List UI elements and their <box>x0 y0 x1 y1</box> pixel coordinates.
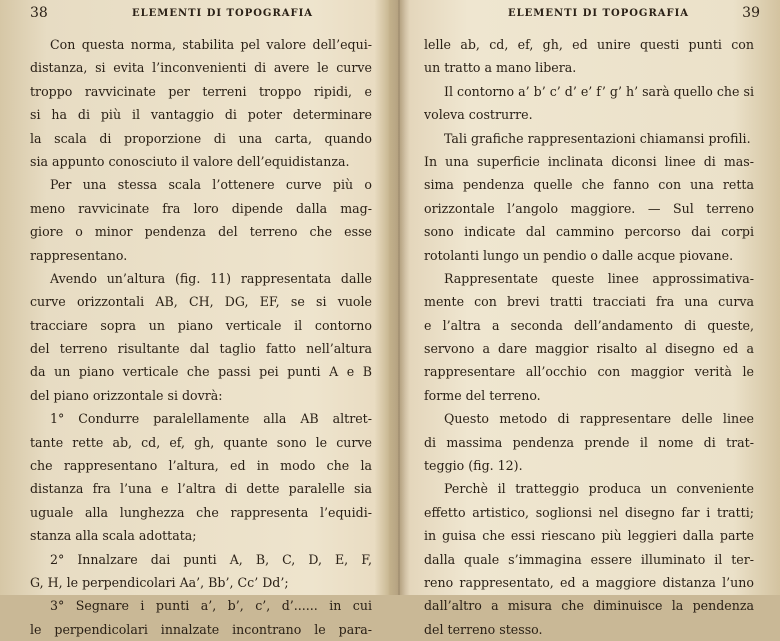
text-line: di massima pendenza prende il nome di trat- <box>424 434 754 450</box>
right-page-number: 39 <box>742 5 760 21</box>
left-running-head <box>30 5 375 28</box>
left-page <box>0 0 392 637</box>
text-line: distanza fra l’una e l’altra di dette paralelle sia <box>30 481 372 497</box>
text-line: Rappresentate queste linee approssimativa- <box>444 270 754 286</box>
text-line: voleva costrurre. <box>424 107 533 123</box>
text-line: Tali grafiche rappresentazioni chiamansi profili. <box>444 130 751 146</box>
text-line: sono indicate dal cammino percorso dai corpi <box>424 224 754 240</box>
text-line: Avendo un’altura (fig. 11) rappresentata dalle <box>50 270 372 286</box>
text-line: G, H, le perpendicolari Aa’, Bb’, Cc’ Dd’; <box>30 574 289 590</box>
text-line: 1° Condurre paralellamente alla AB altret- <box>50 411 372 427</box>
text-line: sima pendenza quelle che fanno con una retta <box>424 177 754 193</box>
text-line: si ha di più il vantaggio di poter determinare <box>30 107 372 123</box>
text-line: sia appunto conosciuto il valore dell’equidistanza. <box>30 153 350 169</box>
text-line: del terreno stesso. <box>424 621 543 637</box>
left-running-title: ELEMENTI DI TOPOGRAFIA <box>132 8 314 19</box>
text-line: la scala di proporzione di una carta, quando <box>30 130 372 146</box>
text-line: Con questa norma, stabilita pel valore dell’equi- <box>50 37 372 52</box>
text-line: lelle ab, cd, ef, gh, ed unire questi punti con <box>424 37 754 52</box>
text-line: forme del terreno. <box>424 387 541 403</box>
text-line: troppo ravvicinate per terreni troppo ripidi, e <box>30 83 372 99</box>
text-line: in guisa che essi riescano più leggieri dalla parte <box>424 528 754 544</box>
text-line: tracciare sopra un piano verticale il contorno <box>30 317 372 333</box>
text-line: stanza alla scala adottata; <box>30 528 197 544</box>
text-line: In una superficie inclinata diconsi linee di mas- <box>424 153 754 169</box>
text-line: dalla quale s’immagina essere illuminato il ter- <box>424 551 754 567</box>
right-running-title: ELEMENTI DI TOPOGRAFIA <box>508 8 690 19</box>
text-line: distanza, si evita l’inconvenienti di avere le curve <box>30 60 372 76</box>
text-line: dall’altro a misura che diminuisce la pendenza <box>424 598 754 614</box>
text-line: da un piano verticale che passi pei punti A e B <box>30 364 372 380</box>
text-line: mente con brevi tratti tracciati fra una curva <box>424 294 754 310</box>
text-line: effetto artistico, soglionsi nel disegno far i tratti; <box>424 504 754 520</box>
text-line: rappresentano. <box>30 247 128 263</box>
text-line: rappresentare all’occhio con maggior verità le <box>424 364 754 380</box>
right-page <box>402 0 780 637</box>
text-line: teggio (fig. 12). <box>424 458 523 474</box>
text-line: uguale alla lunghezza che rappresenta l’equidi- <box>30 504 372 520</box>
text-line: Perchè il tratteggio produca un conveniente <box>444 481 754 497</box>
text-line: 2° Innalzare dai punti A, B, C, D, E, F, <box>50 551 372 567</box>
text-line: Questo metodo di rappresentare delle linee <box>444 411 754 427</box>
text-line: tante rette ab, cd, ef, gh, quante sono le curve <box>30 434 372 450</box>
text-line: orizzontale l’angolo maggiore. — Sul terreno <box>424 200 754 216</box>
text-line: giore o minor pendenza del terreno che esse <box>30 224 372 240</box>
text-line: e l’altra a seconda dell’andamento di queste, <box>424 317 754 333</box>
text-line: 3° Segnare i punti a’, b’, c’, d’...... in cui <box>50 598 372 614</box>
text-line: del piano orizzontale si dovrà: <box>30 387 223 403</box>
left-page-number: 38 <box>30 5 48 21</box>
text-line: reno rappresentato, ed a maggiore distanza l’uno <box>424 574 754 590</box>
text-line: un tratto a mano libera. <box>424 60 577 76</box>
text-line: le perpendicolari innalzate incontrano le para- <box>30 621 372 637</box>
text-line: rotolanti lungo un pendio o dalle acque piovane. <box>424 247 734 263</box>
right-running-head <box>420 5 760 28</box>
left-page-body <box>30 33 372 641</box>
text-line: che rappresentano l’altura, ed in modo che la <box>30 458 372 474</box>
text-line: meno ravvicinate fra loro dipende dalla mag- <box>30 200 372 216</box>
right-page-body <box>424 33 754 641</box>
text-line: Per una stessa scala l’ottenere curve più o <box>50 177 372 193</box>
text-line: curve orizzontali AB, CH, DG, EF, se si vuole <box>30 294 372 310</box>
text-line: del terreno risultante dal taglio fatto nell’altura <box>30 341 372 357</box>
text-line: servono a dare maggior risalto al disegno ed a <box>424 341 754 357</box>
text-line: Il contorno a’ b’ c’ d’ e’ f’ g’ h’ sarà quello che si <box>444 83 754 99</box>
